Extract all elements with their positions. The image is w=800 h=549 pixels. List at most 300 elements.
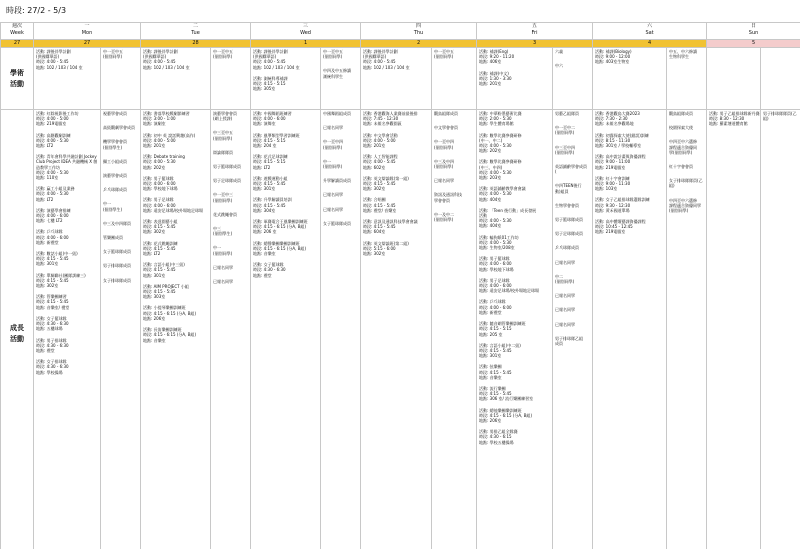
participant-entry xyxy=(323,111,358,116)
growth-tue-participants xyxy=(211,110,251,549)
activity-line: 地點: 遠安足球場/校外場地足球場 xyxy=(479,288,539,294)
activity-entry xyxy=(143,197,208,213)
participant-line: (個別同學) xyxy=(434,217,454,223)
activity-entry xyxy=(479,186,550,202)
participant-line: 女子籃球隊成員 xyxy=(103,249,131,255)
activity-line: 時段: 4:00 - 5:30 xyxy=(479,143,512,149)
academic-sun-activities xyxy=(707,48,761,110)
activity-entry xyxy=(479,49,550,65)
activity-line: 活動: 中文學會活動 xyxy=(363,132,398,138)
growth-mon-activities xyxy=(34,110,101,549)
participant-line: 乒乓球隊成員 xyxy=(103,187,127,193)
activity-entry xyxy=(479,256,550,272)
row-label-academic-text: 學術 活動 xyxy=(10,68,24,88)
activity-entry xyxy=(36,316,98,332)
academic-thu-activities xyxy=(361,48,432,110)
participant-line: 女子排球隊成員 xyxy=(103,277,131,283)
activity-line: 活動: 初露探索大使(錯誤)訓練 xyxy=(595,132,649,138)
participant-entry xyxy=(555,336,590,346)
participant-entry xyxy=(103,173,138,178)
activity-line: 活動: 男子足球隊 xyxy=(143,197,174,203)
activity-line: 活動: 青年會科學共融計劃 Jockey xyxy=(36,154,97,160)
activity-line: 時段: 4:15 - 5:45 xyxy=(479,347,512,353)
activity-line: 時段: 4:00 - 5:30 xyxy=(479,218,512,224)
activity-line: 時段: 4:30 - 6:30 xyxy=(36,321,69,327)
growth-tue-activities xyxy=(141,110,211,549)
activity-line: 時段: 4:15 - 5:45 xyxy=(36,277,69,283)
activity-line: (中一、中二) xyxy=(479,137,503,143)
activity-line: 地點: 301室 xyxy=(253,186,276,192)
academic-wed-activities xyxy=(251,48,321,110)
participant-line: (個別同學) xyxy=(323,54,343,60)
activity-entry xyxy=(36,186,98,202)
activity-entry xyxy=(363,133,429,149)
participant-line: 視藝學會成員 xyxy=(103,111,127,116)
participant-line: 中一至中四 xyxy=(434,139,455,145)
activity-line: 時段: 4:00 - 5:30 xyxy=(36,191,69,197)
growth-sat-participants xyxy=(667,110,707,549)
row-label-growth-text: 成長 活動 xyxy=(10,324,24,343)
activity-entry xyxy=(479,133,550,154)
activity-entry xyxy=(143,262,208,278)
participant-line: 成員 xyxy=(555,341,564,347)
participant-entry xyxy=(555,293,590,298)
activity-line: 活動: 補課(中文) xyxy=(479,70,509,76)
row-label-growth xyxy=(1,110,34,549)
participant-line: 演藝學會會員 xyxy=(213,111,238,116)
activity-entry xyxy=(709,111,758,127)
activity-line: 時段: 4:00 - 6:00 xyxy=(479,304,512,310)
activity-line: 地點: 206室 xyxy=(479,417,502,423)
activity-entry xyxy=(143,327,208,343)
participant-line: 動)組員 xyxy=(555,188,569,194)
participant-entry xyxy=(669,125,704,130)
activity-line: 地點: 103室 xyxy=(595,186,618,192)
participant-line: 英語鋪齡學會成員 xyxy=(555,164,588,170)
activity-entry xyxy=(253,133,318,149)
activity-line: 地點: 201室 xyxy=(143,143,166,149)
activity-entry xyxy=(143,176,208,192)
participant-line: (個別同學) xyxy=(434,144,454,150)
activity-line: 活動: 弦樂團 xyxy=(479,364,502,370)
activity-line: (供國購華語) xyxy=(253,54,277,60)
activity-entry xyxy=(253,111,318,127)
activity-entry xyxy=(479,159,550,180)
activity-line: 地點: 302室 xyxy=(143,229,166,235)
participant-line: (個別同學) xyxy=(555,149,575,155)
activity-line: 地點: 禮堂/ 音樂室 xyxy=(363,207,397,213)
activity-entry xyxy=(253,262,318,278)
participant-entry xyxy=(103,111,138,116)
participant-line: 高級觀劇學會成員 xyxy=(103,125,135,131)
activity-line: 時段: 9:00 - 12:00 xyxy=(595,54,631,60)
activity-entry xyxy=(253,241,318,257)
academic-mon-participants xyxy=(101,48,141,110)
activity-line: 活動: 遊戲運動小組 xyxy=(253,175,288,181)
growth-mon-participants xyxy=(101,110,141,549)
activity-line: 活動: 課後伴學計劃 xyxy=(363,49,398,54)
activity-line: 活動: 合唱團 xyxy=(363,197,386,203)
participant-entry xyxy=(323,221,358,226)
activity-line: 活動: 言語小組(中二級) xyxy=(479,342,521,348)
participant-line: 男子籃球隊成員 xyxy=(555,217,584,223)
date-fri: 3 xyxy=(477,40,593,48)
activity-entry xyxy=(143,305,208,321)
timetable xyxy=(0,22,800,549)
participant-entry xyxy=(213,265,248,270)
activity-line: 時段: 9:00 - 11:00 xyxy=(595,159,631,165)
activity-line: 時段: 4:00 - 5:45 xyxy=(253,59,286,65)
activity-entry xyxy=(479,429,550,445)
participant-line: 花式跳繩會員 xyxy=(213,211,238,217)
activity-line: 時段: 4:00 - 5:30 xyxy=(143,159,176,165)
activity-line: 時段: 4:15 - 6:15 (分A, B組) xyxy=(479,412,533,418)
activity-line: 地點: 602室 xyxy=(363,164,386,170)
activity-line: 地點: 301室 xyxy=(143,272,166,278)
activity-line: 活動 xyxy=(479,213,488,219)
activity-line: 地點: 301室 xyxy=(479,353,502,359)
header-mon: 一 Mon xyxy=(34,23,141,40)
participant-line: 測統科學生 xyxy=(323,73,344,79)
activity-line: 時段: 8:15 - 11:30 xyxy=(595,137,631,143)
activity-line: Club Project IDEA 共融機械 X 創 xyxy=(36,159,98,165)
activity-line: 活動: 紅十字會訓練 xyxy=(595,175,630,181)
participant-line: 中三及中四隊員 xyxy=(103,220,131,226)
activity-line: 地點: 302室 xyxy=(36,283,59,289)
participant-line: 攝工小組成員 xyxy=(103,158,127,164)
activity-line: 時段: 4:30 - 6:15 xyxy=(479,434,512,440)
activity-line: 活動: 課後伴學計劃 xyxy=(36,49,71,54)
participant-entry xyxy=(103,125,138,130)
participant-entry xyxy=(555,111,590,116)
activity-line: 活動: 課後伴學計劃 xyxy=(253,49,288,54)
participant-line: 中二 xyxy=(555,273,564,279)
activity-line: 地點: 201室 xyxy=(363,143,386,149)
activity-line: 時段: 4:00 - 6:00 xyxy=(253,116,286,122)
participant-entry xyxy=(323,159,358,169)
activity-line: 地點: 音樂室 xyxy=(253,251,276,257)
activity-entry xyxy=(363,111,429,127)
activity-line: 時段: 5:15 - 6:00 xyxy=(363,245,396,251)
activity-entry xyxy=(253,76,318,92)
activity-line: 活動: 女子籃球隊 xyxy=(36,315,67,321)
header-sat: 六 Sat xyxy=(593,23,707,40)
activity-entry xyxy=(479,299,550,315)
participant-line: 中三及中四 xyxy=(434,158,455,164)
activity-line: 活動: 男子乙組排球隊新丹賽 xyxy=(709,111,760,116)
activity-line: 活動: 總他樂團樂訓練班 xyxy=(479,407,522,413)
activity-entry xyxy=(253,219,318,235)
activity-line: 時段: 4:15 - 5:45 xyxy=(479,391,512,397)
activity-entry xyxy=(253,176,318,192)
activity-line: 地點: 學校操場 xyxy=(36,369,63,375)
date-sun: 5 xyxy=(707,40,800,48)
activity-line: 活動: 男子籃球隊 xyxy=(143,175,174,181)
activity-entry xyxy=(36,49,98,70)
activity-line: 時段: 4:00 - 5:45 xyxy=(36,59,69,65)
activity-line: 活動: 補課(Biology) xyxy=(595,49,632,54)
activity-line: 時段: 4:00 - 6:00 xyxy=(36,213,69,219)
participant-line: (個別同學) xyxy=(434,54,454,60)
activity-line: 活動: 數學比賽參賽研修 xyxy=(479,159,522,165)
participant-entry xyxy=(669,178,704,188)
participant-entry xyxy=(434,178,474,183)
activity-line: 地點: 五樓球場 xyxy=(36,326,63,332)
academic-thu-participants xyxy=(432,48,477,110)
participant-line: 中一至中五 xyxy=(213,49,234,54)
activity-line: 地點: 禮堂 xyxy=(36,347,55,353)
participant-line: ( xyxy=(555,169,557,175)
activity-line: 地點: 403室生物室 xyxy=(595,59,630,65)
participant-entry xyxy=(213,150,248,155)
activity-line: 地點: 羅素塘道體育館 xyxy=(709,121,748,127)
participant-line: 中一至中五 xyxy=(323,49,344,54)
participant-entry xyxy=(434,125,474,130)
activity-line: 時段: 4:15 - 5:45 xyxy=(363,224,396,230)
activity-line: 地點: 學校地下球場 xyxy=(479,266,514,272)
participant-entry xyxy=(555,260,590,265)
participant-entry xyxy=(434,49,474,59)
participant-line: 已報名同學 xyxy=(555,259,576,265)
activity-line: 地點: 202室 xyxy=(143,164,166,170)
activity-entry xyxy=(595,49,664,65)
activity-line: 活動: 流行樂團 xyxy=(479,385,506,391)
activity-entry xyxy=(363,154,429,170)
activity-line: 活動: 男子足球隊 xyxy=(479,277,510,283)
activity-entry xyxy=(595,154,664,170)
participant-entry xyxy=(103,249,138,254)
activity-line: 活動: 「Teen 後行動」成長發展 xyxy=(479,207,537,213)
activity-line: 地點: LT2 xyxy=(36,143,54,149)
participant-line: 學會會員 xyxy=(434,197,451,203)
participant-line: 中一至中五 xyxy=(103,49,123,54)
header-tue: 二 Tue xyxy=(141,23,251,40)
participant-entry xyxy=(555,322,590,327)
growth-sun-participants xyxy=(761,110,800,549)
participant-line: 紅十字會會員 xyxy=(669,164,694,170)
participant-line: 乒乓球隊成員 xyxy=(555,245,580,251)
date-thu: 2 xyxy=(361,40,477,48)
growth-fri-participants xyxy=(553,110,593,549)
participant-line: 中一至中二 xyxy=(555,125,576,131)
academic-sun-participants xyxy=(761,48,800,110)
activity-entry xyxy=(595,219,664,235)
activity-line: 地點: 禮堂 xyxy=(253,272,272,278)
participant-entry xyxy=(213,130,248,140)
activity-line: 地點: 301室 xyxy=(36,261,59,267)
participant-entry xyxy=(213,226,248,236)
activity-line: 活動: 測統科導補課 xyxy=(253,75,288,81)
participant-entry xyxy=(103,221,138,226)
activity-line: 地點: 302室 xyxy=(363,186,386,192)
activity-line: 地點: 206室 xyxy=(143,315,166,321)
activity-line: 時段: 9:20 - 11:20 xyxy=(479,54,515,60)
activity-line: 活動: 香港觀海人業賽前最後排 xyxy=(363,111,418,116)
activity-line: 地點: 406室 xyxy=(479,59,502,65)
participant-line: 中四至中六選修 xyxy=(669,139,698,145)
activity-line: 時段: 4:15 - 6:15 (分A, B組) xyxy=(253,245,307,251)
activity-line: (供國購華語) xyxy=(143,54,167,60)
activity-line: 地點: LT2 xyxy=(36,196,54,202)
activity-line: 地點: 未報名參觀場地 xyxy=(595,121,634,127)
activity-entry xyxy=(363,241,429,257)
participant-line: 男子排球隊乙組 xyxy=(555,335,584,341)
activity-entry xyxy=(363,197,429,213)
participant-line: 中一至中三 xyxy=(213,192,234,198)
participant-line: (個別同學) xyxy=(555,130,575,136)
activity-line: 地點: 303室 xyxy=(143,294,166,300)
activity-line: 地點: 304室 xyxy=(253,207,276,213)
activity-line: 地點: 604室 xyxy=(363,229,386,235)
activity-entry xyxy=(143,49,208,70)
participant-line: 中文學會會員 xyxy=(434,125,459,131)
participant-line: 男子籃球隊成員 xyxy=(213,164,242,170)
activity-line: 時段: 4:15 - 5:45 xyxy=(143,267,176,273)
activity-line: 活動: 數話小組(中一級) xyxy=(36,251,78,257)
participant-line: 辯論隊隊員 xyxy=(213,149,234,155)
activity-line: 活動: 管樂團練習 xyxy=(36,294,67,300)
activity-line: 時段: 4:00 - 5:00 xyxy=(363,137,396,143)
timetable-table xyxy=(0,22,800,549)
activity-line: 活動: 數學比賽參賽研修 xyxy=(479,132,522,138)
activity-entry xyxy=(363,49,429,70)
activity-line: 活動: 言語小組(中三級) xyxy=(143,262,185,268)
activity-line: 活動: 課後伴學計劃 xyxy=(143,49,178,54)
activity-line: 時段: 4:00 - 6:00 xyxy=(479,283,512,289)
activity-line: 時段: 4:15 - 5:15 xyxy=(253,137,286,143)
activity-entry xyxy=(479,111,550,127)
activity-line: 活動: 演藝學會排練 xyxy=(36,207,71,213)
participant-entry xyxy=(434,139,474,149)
activity-line: 地點: 219電腦室 xyxy=(36,121,67,127)
activity-line: 地點: LT2 xyxy=(253,164,271,170)
activity-line: 時段: 4:30 - 6:30 xyxy=(253,267,286,273)
activity-entry xyxy=(36,359,98,375)
activity-line: 活動: 隨音網管樂團訓練班 xyxy=(479,321,526,327)
participant-line: 中三至中四 xyxy=(555,144,576,150)
activity-line: 時段: 4:00 - 5:00 xyxy=(36,116,69,122)
activity-line: 地點: 學校五樓操場 xyxy=(479,439,514,445)
activity-line: 地點: 219電腦室 xyxy=(595,229,626,235)
participant-line: 中五、中六修讀 xyxy=(669,49,698,54)
activity-line: 地點: 新禮堂 xyxy=(36,239,59,245)
activity-line: 活動: 乒乓球隊 xyxy=(479,299,506,305)
activity-line: 地點: 110室 xyxy=(36,175,59,181)
activity-line: 時段: 10:45 - 12:45 xyxy=(595,224,633,230)
activity-line: 地點: 演劇室 xyxy=(143,121,166,127)
activity-line: 地點: 音樂室 xyxy=(479,374,502,380)
activity-line: 活動: 長笛樂團訓練班 xyxy=(143,327,182,333)
activity-line: 時段: 1:30 - 3:30 xyxy=(479,75,512,81)
activity-line: 時段: 2:00 - 5:30 xyxy=(479,116,512,122)
participant-entry xyxy=(434,212,474,222)
activity-line: 活動: 補課(Eng) xyxy=(479,49,509,54)
participant-entry xyxy=(434,159,474,169)
participant-line: (個別同學) xyxy=(323,144,343,150)
activity-line: (中三、中四) xyxy=(479,164,503,170)
activity-line: 時段: 4:15 - 5:45 xyxy=(143,289,176,295)
participant-entry xyxy=(103,235,138,240)
activity-line: 地點: 黃禾國道單場 xyxy=(595,207,630,213)
activity-line: 地點: 演舞室 xyxy=(253,121,276,127)
participant-line: (個別學生) xyxy=(103,206,123,212)
participant-entry xyxy=(434,111,474,116)
activity-line: 地點: 生物室/208室 xyxy=(479,245,515,251)
activity-entry xyxy=(253,154,318,170)
activity-entry xyxy=(479,278,550,294)
activity-line: 時段: 4:00 - 5:30 xyxy=(479,239,512,245)
participant-line: (個別同學) xyxy=(213,135,233,141)
participant-line: (個別同學) xyxy=(434,164,454,170)
activity-line: 時段: 4:00 - 5:30 xyxy=(479,191,512,197)
participant-line: 男子足球隊成員 xyxy=(555,231,584,237)
growth-fri-activities xyxy=(477,110,553,549)
activity-line: 活動: 中國舞蹈班練習 xyxy=(253,111,292,116)
week-number: 27 xyxy=(1,40,34,48)
activity-line: 活動: 英文辯論班(第二組) xyxy=(363,240,409,246)
activity-line: 時段: 4:15 - 6:15 (分A, B組) xyxy=(253,224,307,230)
activity-line: 地點: 七樓 LT2 xyxy=(36,218,63,224)
participant-line: 已報名同學 xyxy=(213,279,234,285)
activity-entry xyxy=(479,71,550,87)
activity-line: 地點: 學校地下球場 xyxy=(143,186,178,192)
growth-thu-activities xyxy=(361,110,432,549)
participant-line: 生物學會會員 xyxy=(555,202,580,208)
participant-line: 機學學會會員 xyxy=(103,139,127,145)
activity-line: 時段: 4:00 - 5:45 xyxy=(143,59,176,65)
participant-entry xyxy=(669,164,704,169)
activity-line: 時段: 9:30 - 12:30 xyxy=(595,202,631,208)
activity-line: 地點: 201室 xyxy=(479,81,502,87)
activity-line: 時段: 4:15 - 5:15 xyxy=(479,326,512,332)
participant-entry xyxy=(323,125,358,130)
activity-line: 活動: 男排乙組全隊賽 xyxy=(479,429,518,435)
activity-line: (供國購華語) xyxy=(36,54,60,60)
activity-entry xyxy=(143,284,208,300)
activity-entry xyxy=(143,219,208,235)
weekday-header-row xyxy=(1,23,800,40)
activity-entry xyxy=(143,111,208,127)
participant-line: 男子排球隊成員 xyxy=(103,263,131,269)
activity-entry xyxy=(479,386,550,402)
activity-entry xyxy=(36,229,98,245)
academic-sat-activities xyxy=(593,48,667,110)
participant-line: 已報名同學 xyxy=(555,321,576,327)
activity-entry xyxy=(479,343,550,359)
date-row xyxy=(1,40,800,48)
activity-line: 時段: 4:00 - 6:00 xyxy=(36,234,69,240)
participant-line: 已報名同學 xyxy=(323,125,344,131)
activity-line: 時段: 4:00 - 5:45 xyxy=(363,59,396,65)
activity-line: 時段: 4:15 - 6:15 (分A, B組) xyxy=(143,310,197,316)
participant-line: 已報名同學 xyxy=(555,307,576,313)
participant-line: (網上授課) xyxy=(213,116,233,122)
academic-row xyxy=(1,48,800,110)
participant-line: (個別同學) xyxy=(323,164,343,170)
activity-line: 地點: 205 室 xyxy=(479,331,503,337)
activity-line: 時段: 4:00 - 6:00 xyxy=(143,181,176,187)
participant-line: 男子足球隊成員 xyxy=(213,178,242,184)
participant-line: 觀鳥組隊成員 xyxy=(434,111,459,116)
activity-line: 地點: 未報名參觀園區 xyxy=(363,121,402,127)
participant-entry xyxy=(555,231,590,236)
date-mon: 27 xyxy=(34,40,141,48)
participant-entry xyxy=(669,111,704,116)
participant-entry xyxy=(555,307,590,312)
activity-entry xyxy=(36,251,98,267)
week-corner: 週次 Week xyxy=(1,23,34,40)
activity-entry xyxy=(36,273,98,289)
